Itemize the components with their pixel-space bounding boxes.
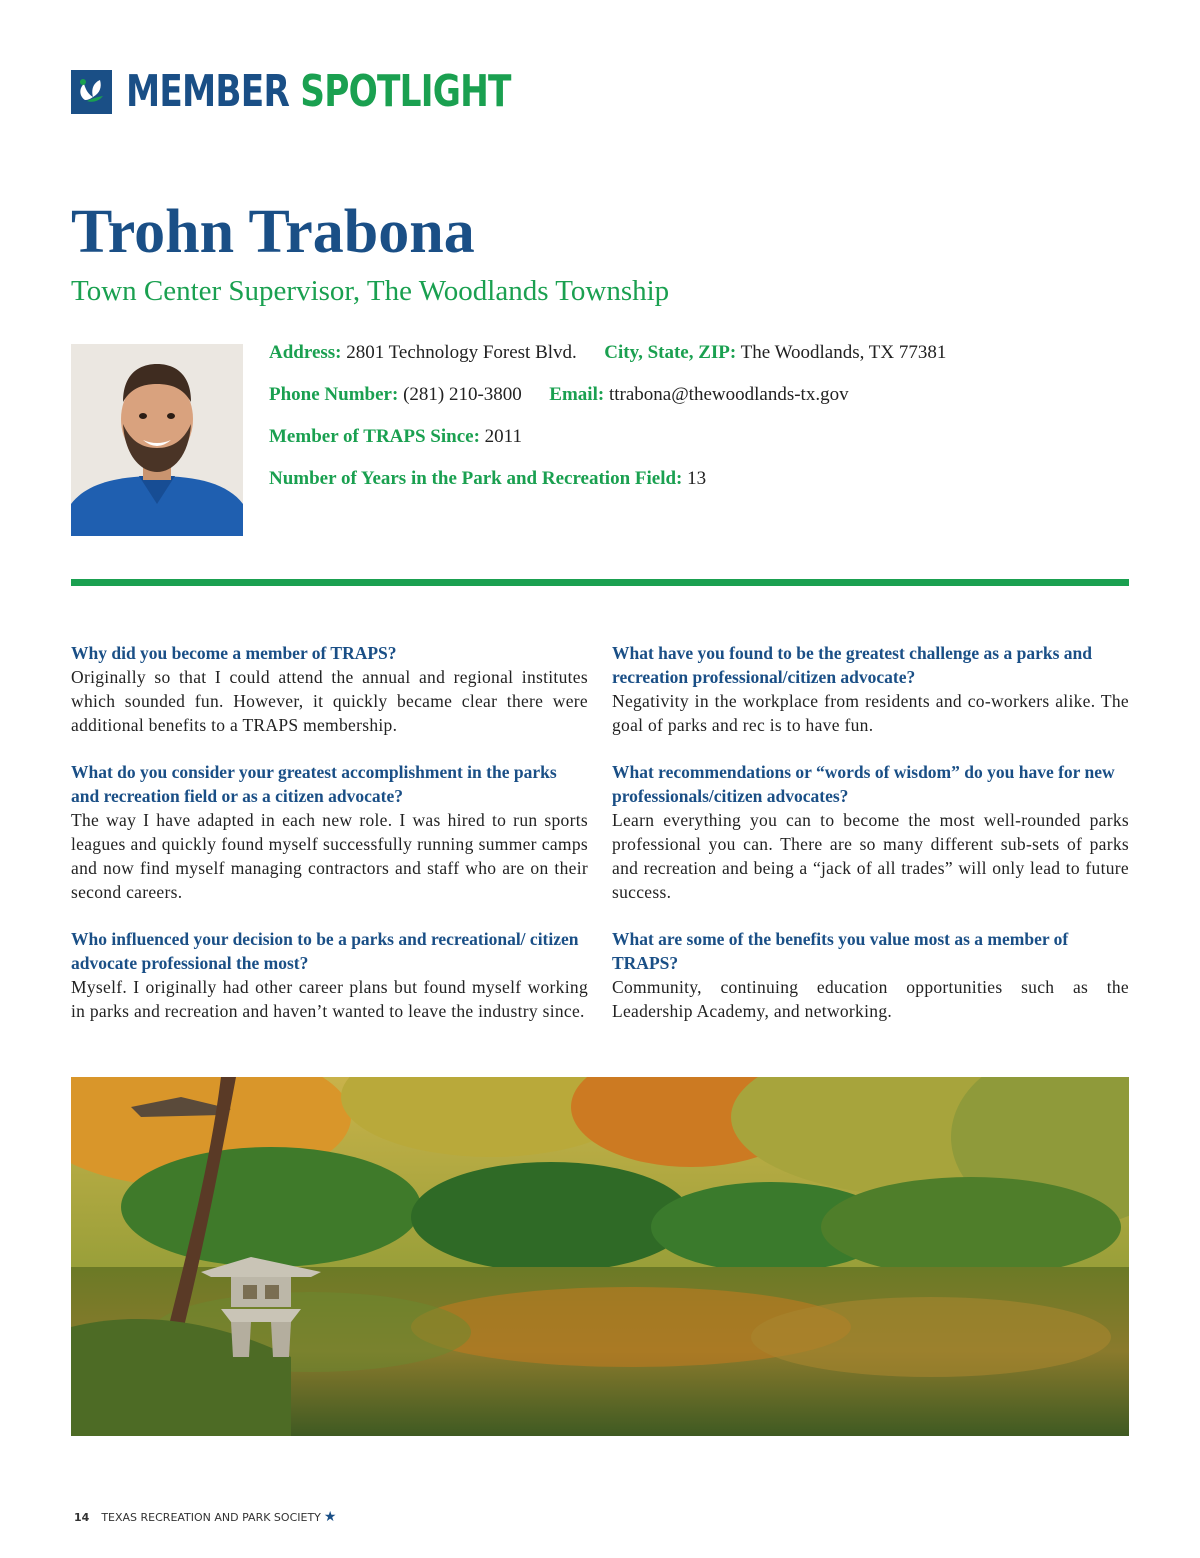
phone-row (269, 382, 849, 408)
answer: Community, continuing education opportunities such as the Leadership Academy, and networking. (612, 977, 1129, 1021)
member-since-value: 2011 (484, 426, 522, 447)
page-number: 14 (74, 1510, 90, 1524)
qa-item (612, 760, 1129, 904)
answer: Negativity in the workplace from residents and co-workers alike. The goal of parks and rec is to have fun. (612, 691, 1129, 735)
section-title-member: MEMBER (126, 66, 290, 117)
star-icon: ★ (323, 1509, 337, 1525)
profile-photo (71, 344, 243, 536)
section-header (71, 66, 619, 118)
section-title-spotlight: SPOTLIGHT (300, 66, 511, 117)
city-label: City, State, ZIP: (604, 342, 737, 363)
question: What recommendations or “words of wisdom” do you have for new professionals/citizen advocates? (612, 762, 1115, 806)
years-value: 13 (687, 468, 707, 489)
answer: Myself. I originally had other career plans but found myself working in parks and recreation and haven’t wanted to leave the industry since. (71, 977, 588, 1021)
garden-photo (71, 1077, 1129, 1436)
answer: Originally so that I could attend the annual and regional institutes which sounded fun. However, it quickly became clear there were additional benefits to a TRAPS membership. (71, 667, 588, 735)
qa-item (71, 760, 588, 904)
question: What do you consider your greatest accomplishment in the parks and recreation field or as a citizen advocate? (71, 762, 557, 806)
qa-item (71, 927, 588, 1023)
address-label: Address: (269, 342, 342, 363)
profile-title: Town Center Supervisor, The Woodlands Township (71, 275, 670, 307)
profile-name: Trohn Trabona (71, 198, 475, 266)
page-footer (74, 1509, 336, 1525)
address-row (269, 340, 946, 366)
section-title (126, 66, 511, 118)
traps-leaf-icon (71, 70, 112, 114)
question: Who influenced your decision to be a parks and recreational/ citizen advocate professional the most? (71, 929, 579, 973)
answer: Learn everything you can to become the most well-rounded parks professional you can. There are so many different sub-sets of parks and recreation and being a “jack of all trades” will only lead to future success. (612, 810, 1129, 902)
question: What have you found to be the greatest challenge as a parks and recreation professional/citizen advocate? (612, 643, 1092, 687)
member-since-label: Member of TRAPS Since: (269, 426, 480, 447)
answer: The way I have adapted in each new role. I was hired to run sports leagues and quickly found myself successfully running summer camps and now find myself managing contractors and staff who are on their second careers. (71, 810, 588, 902)
member-since-row (269, 424, 522, 450)
phone-value: (281) 210-3800 (403, 384, 522, 405)
email-label: Email: (549, 384, 605, 405)
qa-item (612, 927, 1129, 1023)
email-value[interactable]: ttrabona@thewoodlands-tx.gov (608, 384, 849, 405)
qa-column-left (71, 641, 588, 1046)
qa-item (612, 641, 1129, 737)
question: Why did you become a member of TRAPS? (71, 643, 397, 663)
address-value: 2801 Technology Forest Blvd. (346, 342, 577, 363)
qa-item (71, 641, 588, 737)
qa-column-right (612, 641, 1129, 1046)
years-label: Number of Years in the Park and Recreation Field: (269, 468, 683, 489)
city-value: The Woodlands, TX 77381 (740, 342, 947, 363)
section-divider (71, 579, 1129, 586)
phone-label: Phone Number: (269, 384, 399, 405)
question: What are some of the benefits you value most as a member of TRAPS? (612, 929, 1069, 973)
publication-name: TEXAS RECREATION AND PARK SOCIETY (101, 1510, 321, 1524)
years-row (269, 466, 706, 492)
